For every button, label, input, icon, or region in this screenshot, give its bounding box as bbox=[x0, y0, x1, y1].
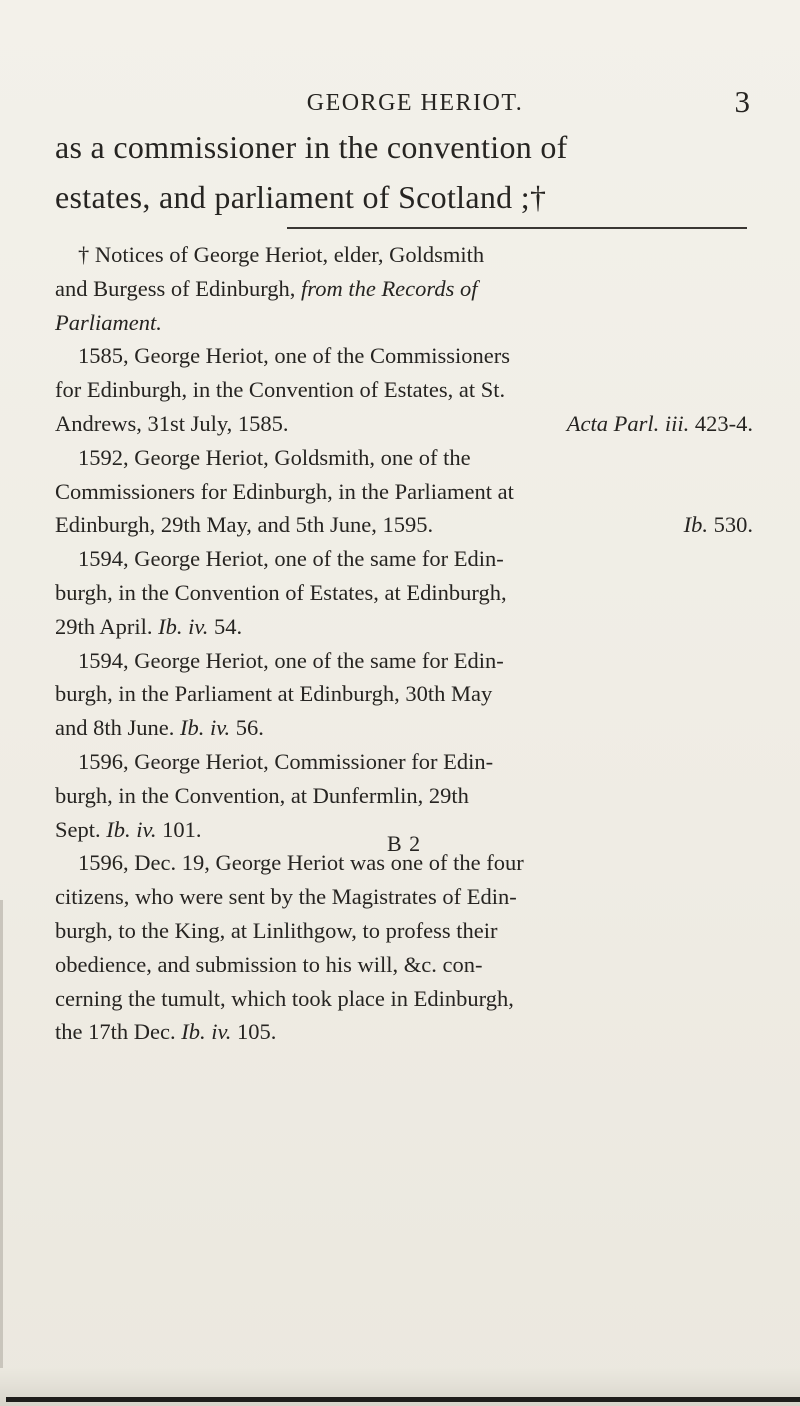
citation-source: Ib. iv. bbox=[181, 1019, 232, 1045]
entry-1585-line: for Edinburgh, in the Convention of Estates, at St. bbox=[55, 377, 506, 403]
footnote-text: and 8th June. bbox=[55, 715, 175, 741]
entry-1585-line: 1585, George Heriot, one of the Commissioners bbox=[78, 343, 511, 369]
footnote-italic: from the Records of bbox=[301, 275, 478, 301]
page-bottom-edge bbox=[0, 1368, 800, 1406]
running-head bbox=[80, 84, 750, 118]
footnote-block bbox=[55, 238, 753, 1049]
entry-1592-line: 1592, George Heriot, Goldsmith, one of the bbox=[78, 444, 471, 470]
main-text-line: estates, and parliament of Scotland ;† bbox=[55, 179, 547, 215]
signature-mark: B 2 bbox=[387, 831, 422, 856]
footnote-intro-line: † Notices of George Heriot, elder, Goldsmith bbox=[78, 242, 485, 267]
citation-source: Ib. iv. bbox=[106, 816, 157, 842]
entry-1594b-line: burgh, in the Parliament at Edinburgh, 30th May bbox=[55, 681, 493, 707]
citation-source: Ib. iv. bbox=[158, 613, 209, 639]
footnote-text: Andrews, 31st July, 1585. bbox=[55, 410, 289, 436]
footnote-text: 29th April. bbox=[55, 613, 153, 639]
page-number: 3 bbox=[734, 84, 750, 119]
footnote-text: and Burgess of Edinburgh, bbox=[55, 275, 302, 301]
citation-source: Ib. bbox=[683, 512, 708, 538]
entry-1596b-line: obedience, and submission to his will, &c. con- bbox=[55, 951, 483, 977]
entry-1592-line bbox=[55, 508, 753, 542]
entry-1596a-line: 1596, George Heriot, Commissioner for Edin- bbox=[78, 748, 494, 774]
citation-source: Acta Parl. iii. bbox=[566, 410, 690, 436]
footnote-rule bbox=[287, 227, 747, 229]
footnote-intro-line bbox=[55, 272, 753, 306]
main-text bbox=[55, 122, 740, 222]
citation bbox=[567, 407, 753, 441]
entry-1596b-line: cerning the tumult, which took place in Edinburgh, bbox=[55, 985, 514, 1011]
entry-1596a-line: burgh, in the Convention, at Dunfermlin, 29th bbox=[55, 782, 469, 808]
entry-1594b-line: 1594, George Heriot, one of the same for Edin- bbox=[78, 647, 504, 673]
citation-page: 101. bbox=[162, 816, 202, 842]
footnote-intro-line: Parliament. bbox=[55, 309, 162, 335]
citation-page: 423-4. bbox=[694, 410, 753, 436]
running-title: GEORGE HERIOT. bbox=[306, 90, 524, 116]
footnote-text: Edinburgh, 29th May, and 5th June, 1595. bbox=[55, 512, 434, 538]
entry-1596b-line bbox=[55, 1015, 753, 1049]
entry-1594a-line: 1594, George Heriot, one of the same for Edin- bbox=[78, 546, 504, 572]
main-text-line: as a commissioner in the convention of bbox=[55, 129, 568, 165]
footnote-text: the 17th Dec. bbox=[55, 1019, 176, 1045]
entry-1594a-line: burgh, in the Convention of Estates, at Edinburgh, bbox=[55, 579, 507, 605]
citation-source: Ib. iv. bbox=[179, 715, 231, 741]
citation-page: 105. bbox=[237, 1019, 277, 1045]
entry-1594b-line bbox=[55, 711, 753, 745]
footnote-text: Sept. bbox=[55, 816, 101, 842]
binding-bar bbox=[6, 1397, 800, 1402]
entry-1592-line: Commissioners for Edinburgh, in the Parliament at bbox=[55, 478, 514, 504]
entry-1594a-line bbox=[55, 610, 753, 644]
citation-page: 56. bbox=[235, 715, 264, 741]
entry-1596b-line: 1596, Dec. 19, George Heriot was one of the four bbox=[78, 850, 524, 876]
citation-page: 54. bbox=[213, 613, 243, 639]
entry-1596b-line: citizens, who were sent by the Magistrates of Edin- bbox=[55, 884, 517, 910]
citation bbox=[684, 508, 753, 542]
page-edge-shadow bbox=[0, 900, 3, 1370]
entry-1585-line bbox=[55, 407, 753, 441]
citation-page: 530. bbox=[713, 512, 753, 538]
entry-1596b-line: burgh, to the King, at Linlithgow, to profess their bbox=[55, 917, 498, 943]
